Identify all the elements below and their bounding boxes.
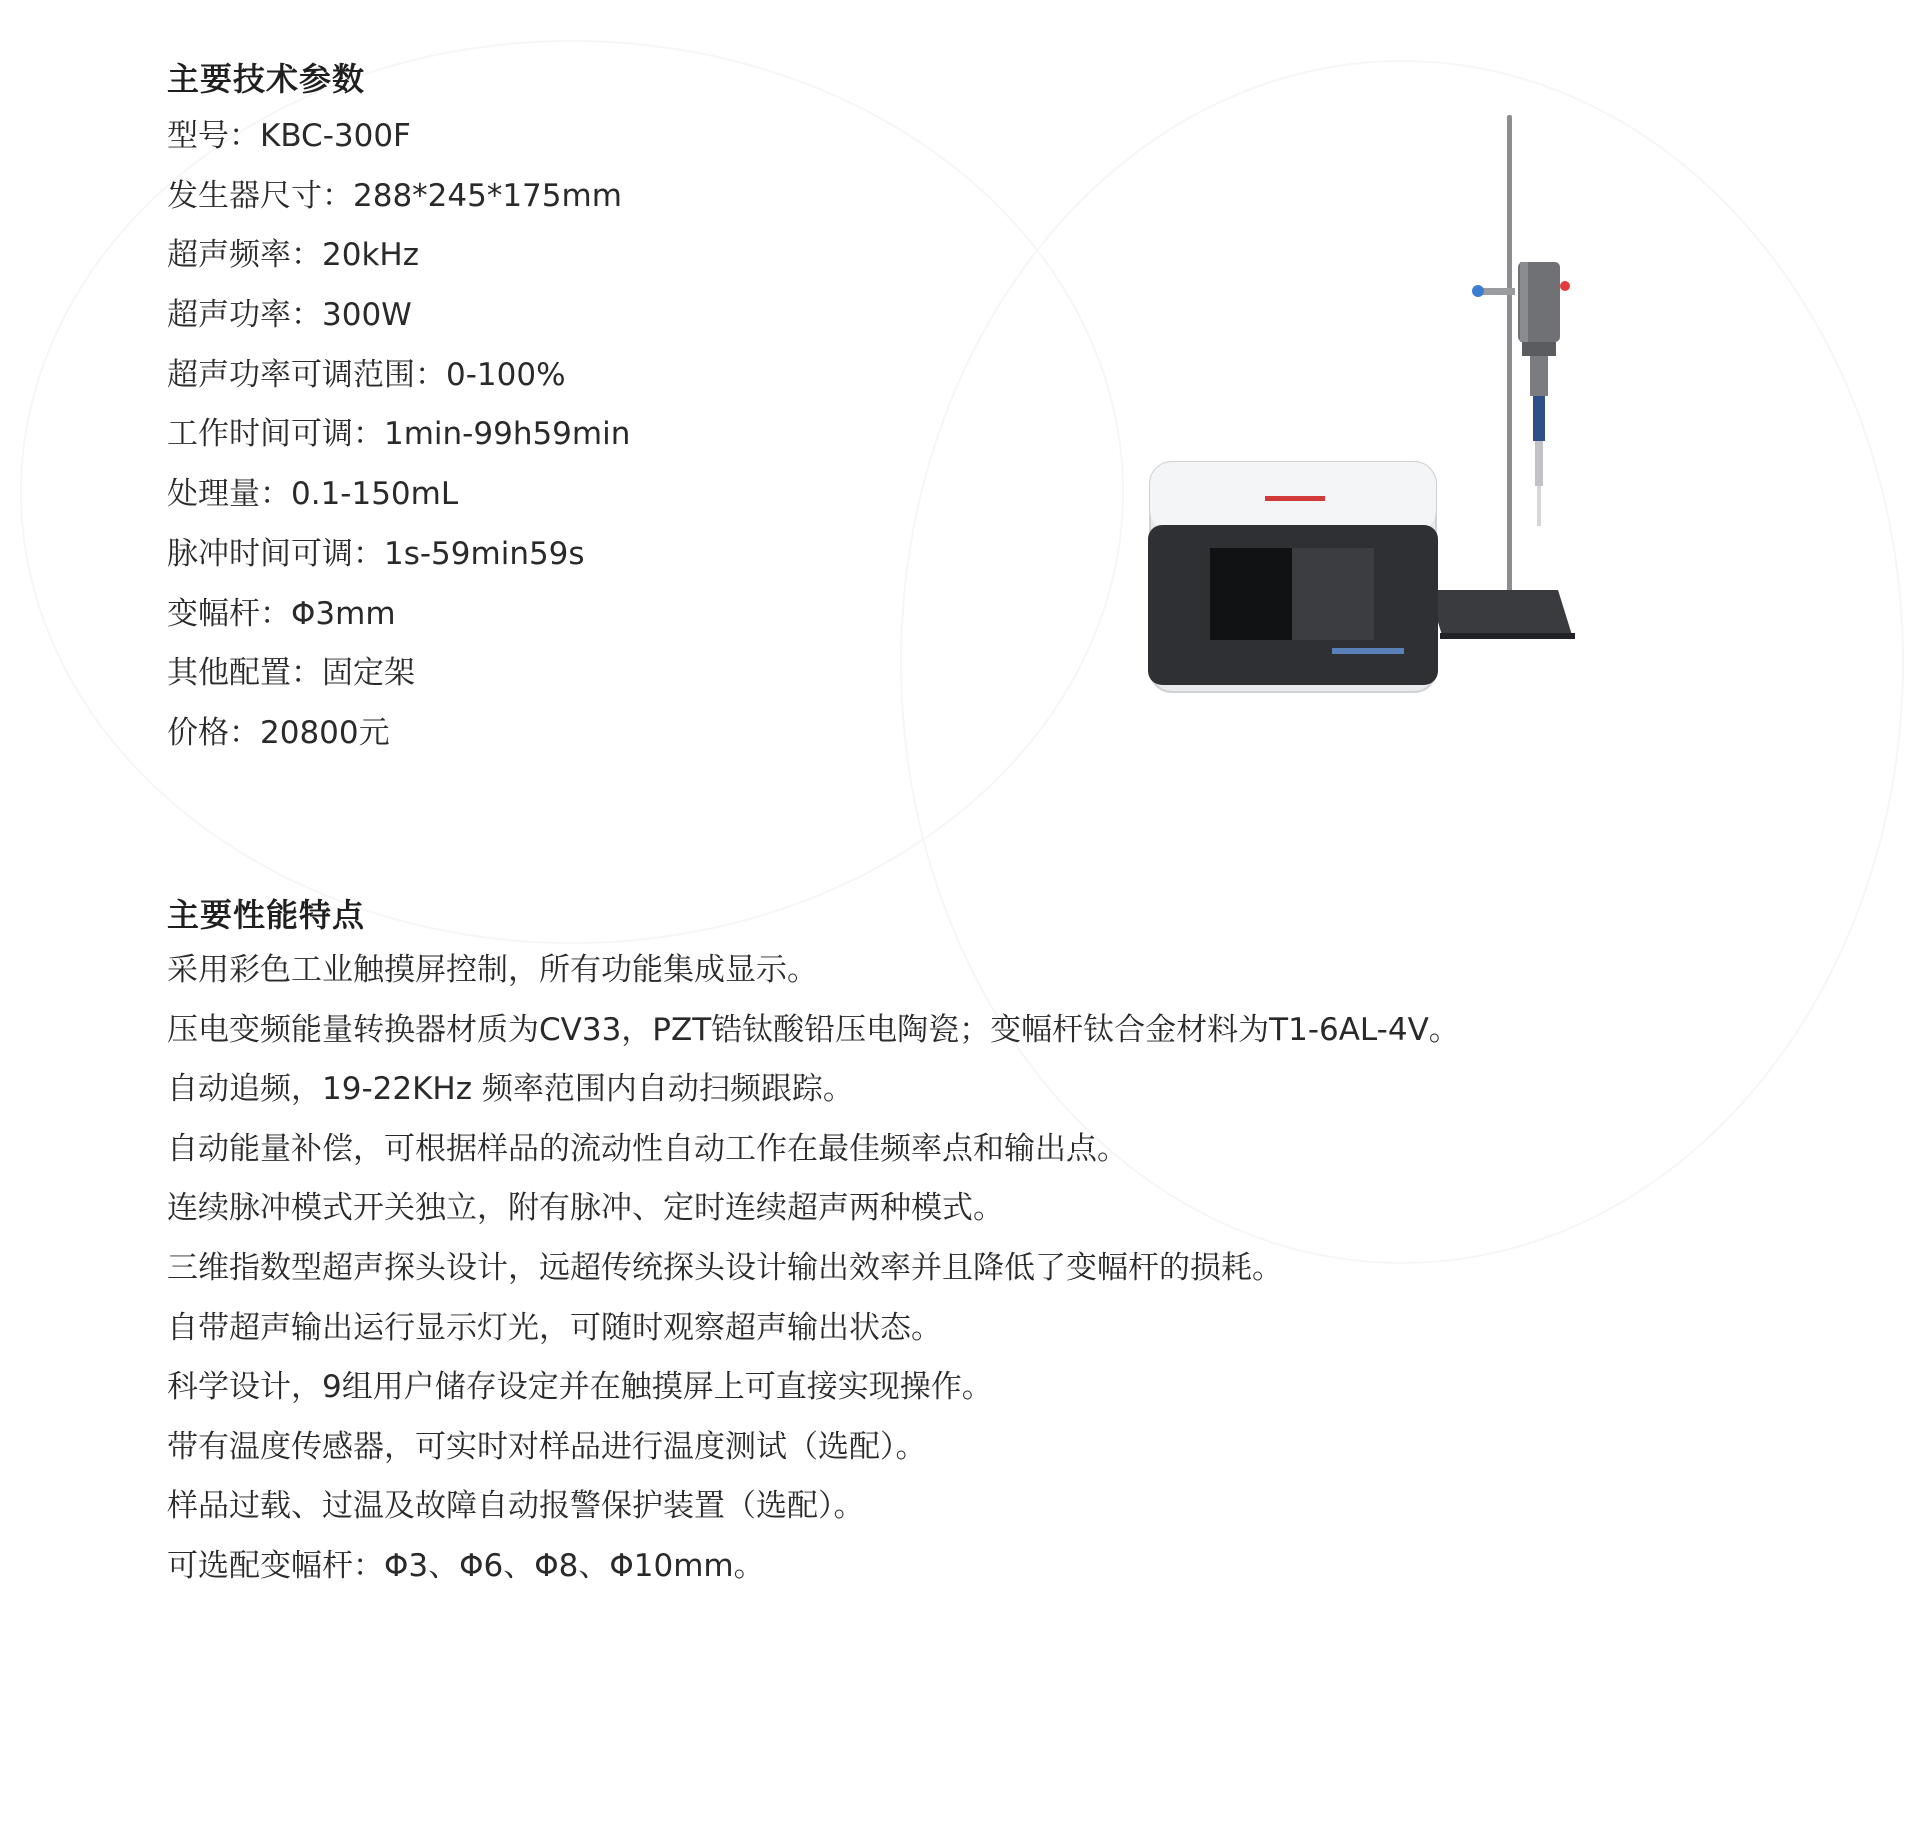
spec-item: 其他配置：固定架 (167, 655, 415, 692)
spec-item: 超声功率可调范围：0-100% (167, 356, 566, 393)
spec-item: 超声频率：20kHz (167, 237, 419, 274)
features-list (167, 941, 1460, 1597)
feature-item: 科学设计，9组用户储存设定并在触摸屏上可直接实现操作。 (167, 1369, 993, 1406)
spec-item: 脉冲时间可调：1s-59min59s (167, 535, 585, 572)
feature-item: 三维指数型超声探头设计，远超传统探头设计输出效率并且降低了变幅杆的损耗。 (167, 1249, 1283, 1286)
feature-item: 样品过载、过温及故障自动报警保护装置（选配）。 (167, 1488, 865, 1525)
feature-item: 带有温度传感器，可实时对样品进行温度测试（选配）。 (167, 1428, 927, 1465)
feature-item: 连续脉冲模式开关独立，附有脉冲、定时连续超声两种模式。 (167, 1190, 1004, 1227)
spec-item: 发生器尺寸：288*245*175mm (167, 177, 622, 214)
feature-item: 压电变频能量转换器材质为CV33，PZT锆钛酸铅压电陶瓷；变幅杆钛合金材料为T1-6AL-4V。 (167, 1011, 1460, 1048)
feature-item: 自带超声输出运行显示灯光，可随时观察超声输出状态。 (167, 1309, 942, 1346)
feature-item: 可选配变幅杆：Φ3、Φ6、Φ8、Φ10mm。 (167, 1547, 765, 1584)
spec-item: 工作时间可调：1min-99h59min (167, 416, 631, 453)
features-title: 主要性能特点 (167, 896, 366, 934)
spec-item: 变幅杆：Φ3mm (167, 595, 396, 632)
specs-list (167, 107, 630, 764)
spec-item: 价格：20800元 (167, 714, 390, 751)
product-image (1140, 110, 1580, 700)
feature-item: 自动能量补偿，可根据样品的流动性自动工作在最佳频率点和输出点。 (167, 1130, 1128, 1167)
feature-item: 自动追频，19-22KHz 频率范围内自动扫频跟踪。 (167, 1071, 854, 1108)
spec-item: 处理量：0.1-150mL (167, 476, 459, 513)
spec-item: 超声功率：300W (167, 297, 412, 334)
feature-item: 采用彩色工业触摸屏控制，所有功能集成显示。 (167, 952, 818, 988)
specs-title: 主要技术参数 (167, 60, 366, 98)
spec-item: 型号：KBC-300F (167, 118, 411, 154)
